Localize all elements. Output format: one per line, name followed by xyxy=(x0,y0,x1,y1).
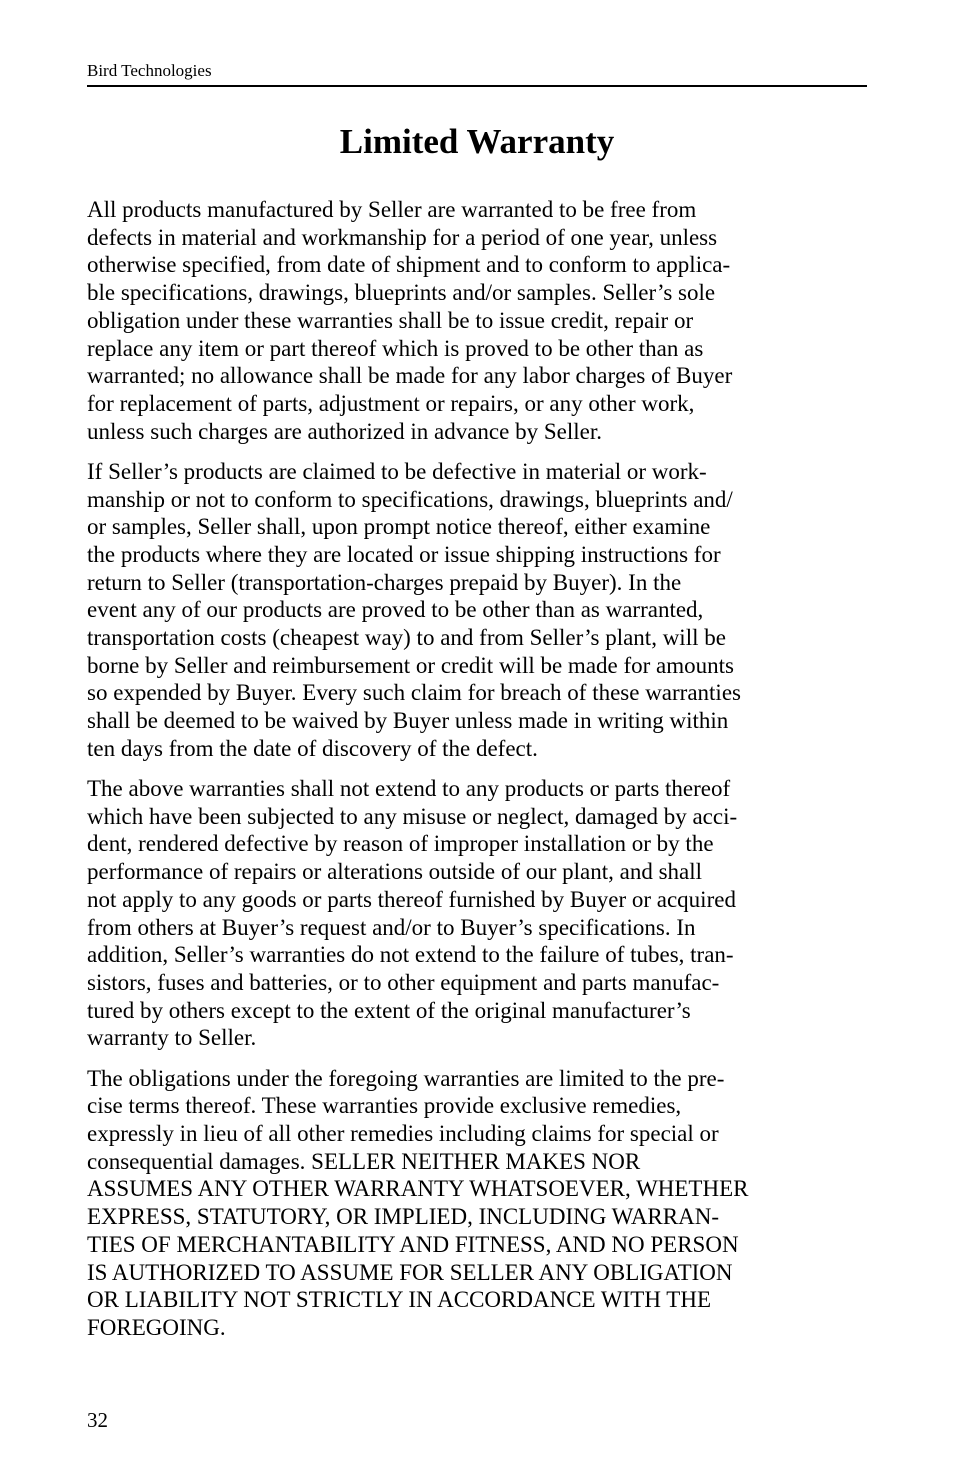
paragraph-line: The above warranties shall not extend to any products or parts thereof xyxy=(87,776,731,802)
paragraph-line: return to Seller (transportation-charges prepaid by Buyer). In the xyxy=(87,569,682,595)
paragraph xyxy=(87,1065,867,1342)
paragraph-line: OR LIABILITY NOT STRICTLY IN ACCORDANCE WITH THE xyxy=(87,1287,711,1313)
paragraph xyxy=(87,196,867,445)
paragraph-line: FOREGOING. xyxy=(87,1314,226,1340)
paragraph-line: dent, rendered defective by reason of improper installation or by the xyxy=(87,831,714,857)
paragraph-line: unless such charges are authorized in advance by Seller. xyxy=(87,418,602,444)
page-number: 32 xyxy=(87,1408,108,1432)
paragraph-line: performance of repairs or alterations outside of our plant, and shall xyxy=(87,859,703,885)
document-page xyxy=(87,0,867,1475)
paragraph-line: shall be deemed to be waived by Buyer unless made in writing within xyxy=(87,708,729,734)
paragraph-line: consequential damages. SELLER NEITHER MAKES NOR xyxy=(87,1148,641,1174)
paragraph-line: manship or not to conform to specifications, drawings, blueprints and/ xyxy=(87,486,733,512)
paragraph-line: defects in material and workmanship for a period of one year, unless xyxy=(87,224,718,250)
paragraph-line: or samples, Seller shall, upon prompt notice thereof, either examine xyxy=(87,514,711,540)
paragraph-line: not apply to any goods or parts thereof furnished by Buyer or acquired xyxy=(87,886,736,912)
paragraph-line: the products where they are located or issue shipping instructions for xyxy=(87,541,721,567)
header-rule xyxy=(87,85,867,87)
paragraph-line: warranted; no allowance shall be made for any labor charges of Buyer xyxy=(87,363,733,389)
paragraph-line: sistors, fuses and batteries, or to other equipment and parts manufac- xyxy=(87,969,720,995)
paragraph-line: ble specifications, drawings, blueprints and/or samples. Seller’s sole xyxy=(87,280,716,306)
paragraph-line: event any of our products are proved to be other than as warranted, xyxy=(87,597,704,623)
paragraph-line: tured by others except to the extent of the original manufacturer’s xyxy=(87,997,691,1023)
paragraph-line: borne by Seller and reimbursement or credit will be made for amounts xyxy=(87,652,734,678)
paragraph-line: cise terms thereof. These warranties provide exclusive remedies, xyxy=(87,1093,682,1119)
paragraph-line: If Seller’s products are claimed to be defective in material or work- xyxy=(87,458,707,484)
paragraph xyxy=(87,458,867,763)
warranty-body xyxy=(87,196,867,1354)
paragraph-line: ten days from the date of discovery of the defect. xyxy=(87,735,538,761)
paragraph-line: The obligations under the foregoing warranties are limited to the pre- xyxy=(87,1065,725,1091)
paragraph-line: ASSUMES ANY OTHER WARRANTY WHATSOEVER, WHETHER xyxy=(87,1176,749,1202)
paragraph-line: which have been subjected to any misuse or neglect, damaged by acci- xyxy=(87,803,738,829)
paragraph-line: addition, Seller’s warranties do not extend to the failure of tubes, tran- xyxy=(87,942,734,968)
paragraph-line: from others at Buyer’s request and/or to Buyer’s specifications. In xyxy=(87,914,696,940)
paragraph-line: EXPRESS, STATUTORY, OR IMPLIED, INCLUDING WARRAN- xyxy=(87,1204,719,1230)
paragraph-line: for replacement of parts, adjustment or repairs, or any other work, xyxy=(87,390,695,416)
paragraph-line: TIES OF MERCHANTABILITY AND FITNESS, AND NO PERSON xyxy=(87,1231,739,1257)
paragraph-line: warranty to Seller. xyxy=(87,1025,257,1051)
paragraph-line: otherwise specified, from date of shipment and to conform to applica- xyxy=(87,252,731,278)
paragraph-line: so expended by Buyer. Every such claim for breach of these warranties xyxy=(87,680,741,706)
paragraph-line: replace any item or part thereof which is proved to be other than as xyxy=(87,335,704,361)
paragraph-line: obligation under these warranties shall be to issue credit, repair or xyxy=(87,307,694,333)
paragraph-line: expressly in lieu of all other remedies including claims for special or xyxy=(87,1121,719,1146)
paragraph-line: transportation costs (cheapest way) to and from Seller’s plant, will be xyxy=(87,625,726,651)
paragraph-line: All products manufactured by Seller are warranted to be free from xyxy=(87,197,697,222)
paragraph-line: IS AUTHORIZED TO ASSUME FOR SELLER ANY OBLIGATION xyxy=(87,1259,733,1285)
running-header: Bird Technologies xyxy=(87,61,212,80)
page-title: Limited Warranty xyxy=(339,122,615,161)
paragraph xyxy=(87,775,867,1052)
